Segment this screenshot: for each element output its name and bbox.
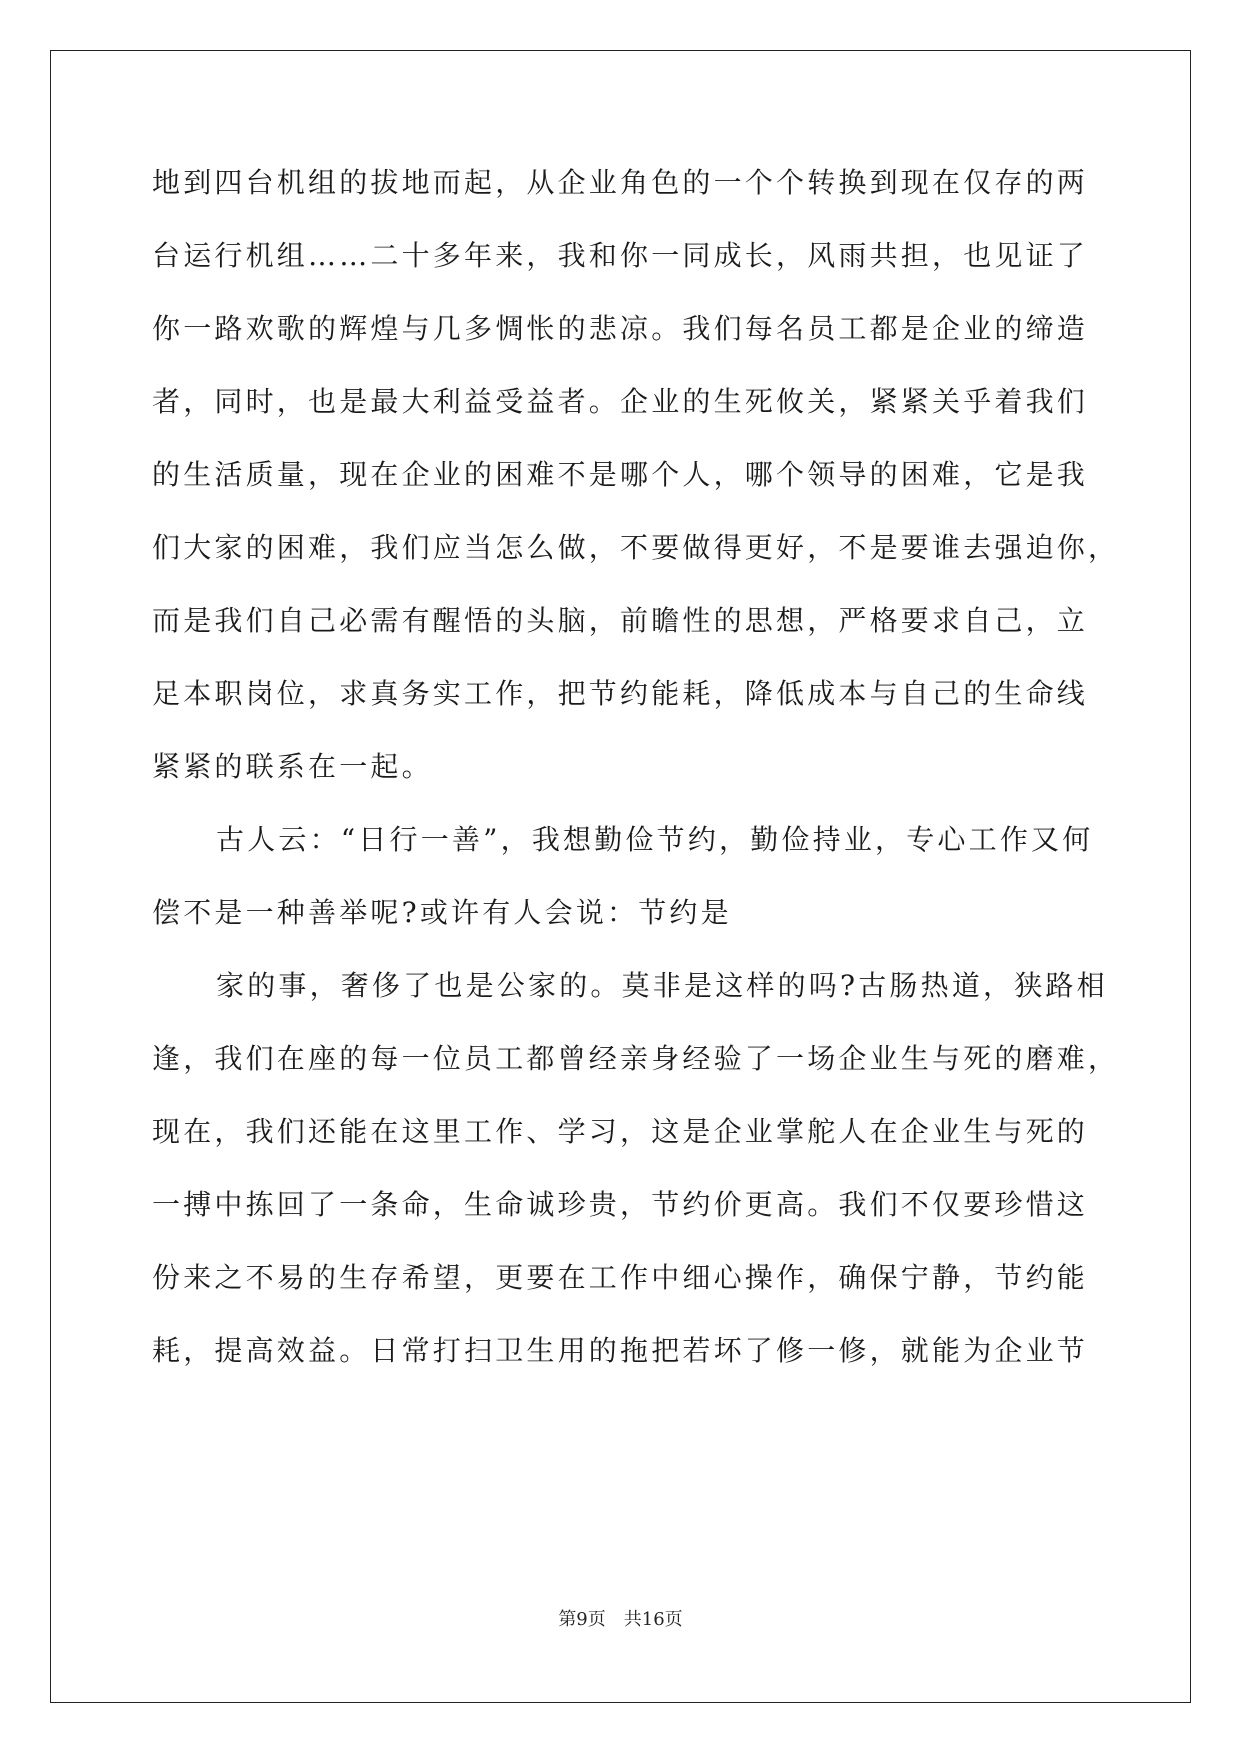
text-line: 者，同时，也是最大利益受益者。企业的生死攸关，紧紧关乎着我们: [152, 385, 1089, 418]
text-line: 地到四台机组的拔地而起，从企业角色的一个个转换到现在仅存的两: [152, 166, 1089, 199]
text-line: 的生活质量，现在企业的困难不是哪个人，哪个领导的困难，它是我: [152, 458, 1089, 491]
text-line: 现在，我们还能在这里工作、学习，这是企业掌舵人在企业生与死的: [152, 1115, 1089, 1148]
text-line: 们大家的困难，我们应当怎么做，不要做得更好，不是要谁去强迫你，: [152, 531, 1120, 564]
text-line: 古人云：“日行一善”，我想勤俭节约，勤俭持业，专心工作又何: [216, 823, 1094, 856]
text-line: 家的事，奢侈了也是公家的。莫非是这样的吗?古肠热道，狭路相: [216, 969, 1108, 1002]
text-line: 足本职岗位，求真务实工作，把节约能耗，降低成本与自己的生命线: [152, 677, 1089, 710]
text-line: 逢，我们在座的每一位员工都曾经亲身经验了一场企业生与死的磨难，: [152, 1042, 1120, 1075]
text-line: 你一路欢歌的辉煌与几多惆怅的悲凉。我们每名员工都是企业的缔造: [152, 312, 1089, 345]
text-line: 而是我们自己必需有醒悟的头脑，前瞻性的思想，严格要求自己，立: [152, 604, 1089, 637]
text-line: 一搏中拣回了一条命，生命诚珍贵，节约价更高。我们不仅要珍惜这: [152, 1188, 1089, 1221]
text-line: 台运行机组……二十多年来，我和你一同成长，风雨共担，也见证了: [152, 239, 1089, 272]
text-line: 份来之不易的生存希望，更要在工作中细心操作，确保宁静，节约能: [152, 1261, 1089, 1294]
page-number-footer: [0, 1605, 1241, 1631]
text-line: 紧紧的联系在一起。: [152, 750, 433, 783]
page-border: [50, 50, 1191, 1703]
text-line: 耗，提高效益。日常打扫卫生用的拖把若坏了修一修，就能为企业节: [152, 1334, 1089, 1367]
page-number: 第9页 共16页: [558, 1609, 683, 1630]
text-line: 偿不是一种善举呢?或许有人会说：节约是: [152, 896, 732, 929]
